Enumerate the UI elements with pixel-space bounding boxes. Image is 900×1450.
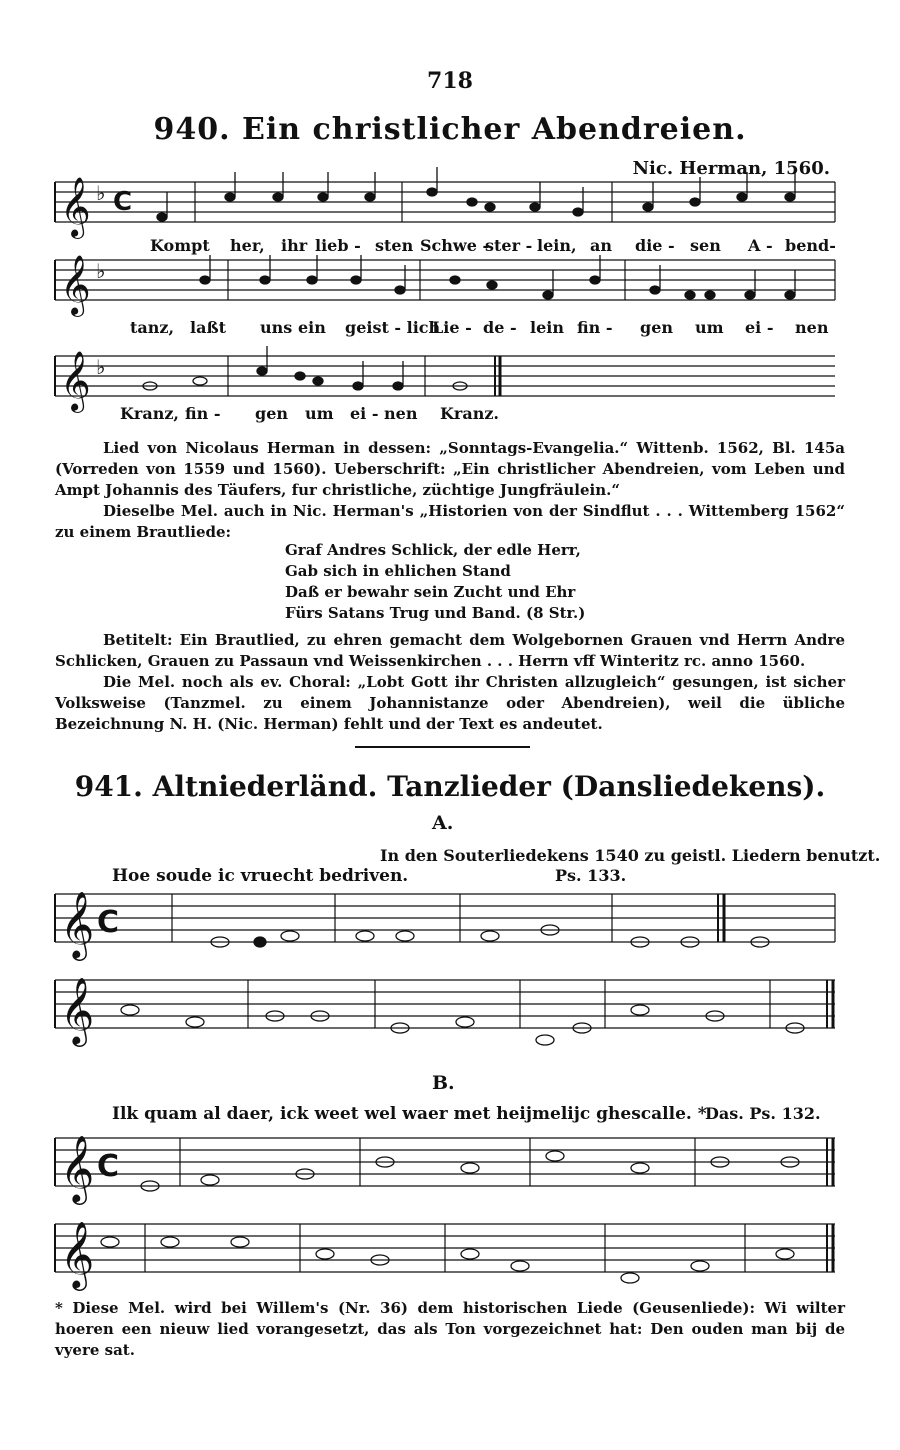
note-paragraph-3: Betitelt: Ein Brautlied, zu ehren gemacht dem Wolgebornen Grauen vnd Herrn Andre Schlicken, Grauen zu Passaun vnd Weissenkirchen . . . Herrn vff Winteritz rc. anno 1560.	[55, 631, 845, 670]
section-a-source: In den Souterliedekens 1540 zu geistl. Liedern benutzt.	[380, 846, 881, 865]
section-b-incipit: Ilk quam al daer, ick weet wel waer met heijmelijc ghescalle. *	[112, 1104, 707, 1124]
staff-941b-1	[55, 1138, 835, 1186]
treble-clef-icon: 𝄞	[60, 976, 95, 1044]
treble-clef-icon: 𝄞	[60, 1220, 95, 1288]
composer-credit: Nic. Herman, 1560.	[632, 158, 830, 179]
treble-clef-icon: 𝄞	[60, 255, 91, 315]
staff-940-3	[55, 356, 835, 396]
staff-941a-1	[55, 894, 835, 942]
staff-940-2	[55, 260, 835, 300]
section-b-label: B.	[432, 1072, 455, 1094]
treble-clef-icon: 𝄞	[60, 890, 95, 958]
section-a-incipit: Hoe soude ic vruecht bedriven.	[112, 866, 409, 886]
commentary-940	[55, 438, 845, 543]
section-a-label: A.	[432, 812, 454, 834]
song-941-title: 941. Altniederländ. Tanzlieder (Dansliedekens).	[74, 770, 826, 803]
commentary-940-cont	[55, 630, 845, 735]
note-paragraph-2: Dieselbe Mel. auch in Nic. Herman's „Historien von der Sindflut . . . Wittemberg 1562“ zu einem Brautliede:	[55, 502, 845, 541]
svg-text:♭: ♭	[96, 355, 106, 379]
svg-text:C: C	[97, 1149, 120, 1184]
note-paragraph-4: Die Mel. noch als ev. Choral: „Lobt Gott ihr Christen allzugleich“ gesungen, ist sicher Volksweise (Tanzmel. zu einem Johannistanze oder Abendreien), weil die übliche Bezeichnung N. H. (Nic. Herman) fehlt und der Text es andeutet.	[55, 673, 845, 733]
note-paragraph-1: Lied von Nicolaus Herman in dessen: „Sonntags-Evangelia.“ Wittenb. 1562, Bl. 145a (Vorreden von 1559 und 1560). Ueberschrift: „Ein christlicher Abendreien, vom Leben und Ampt Johannis des Täufers, fur christliche, züchtige Jungfräulein.“	[55, 439, 845, 499]
treble-clef-icon: 𝄞	[60, 1134, 95, 1202]
section-a-psalm: Ps. 133.	[555, 866, 627, 885]
song-940-title: 940. Ein christlicher Abendreien.	[153, 112, 747, 147]
treble-clef-icon: 𝄞	[60, 177, 91, 237]
footnote: * Diese Mel. wird bei Willem's (Nr. 36) dem historischen Liede (Geusenliede): Wi wilter hoeren een nieuw lied vorangesetzt, das als Ton vorgezeichnet hat: Den ouden man bij de vyere sat.	[55, 1299, 845, 1359]
staff-940-1	[55, 182, 835, 222]
staff-941b-2	[55, 1224, 835, 1272]
svg-text:C: C	[113, 187, 133, 217]
svg-text:C: C	[97, 905, 120, 940]
page-number: 718	[427, 68, 473, 94]
section-b-psalm: Das. Ps. 132.	[705, 1104, 821, 1123]
svg-text:♭: ♭	[96, 259, 106, 283]
svg-text:♭: ♭	[96, 181, 106, 205]
section-divider	[355, 746, 530, 748]
treble-clef-icon: 𝄞	[60, 351, 91, 411]
wedding-poem: Graf Andres Schlick, der edle Herr, Gab sich in ehlichen Stand Daß er bewahr sein Zucht und Ehr Fürs Satans Trug und Band. (8 Str.)	[285, 541, 586, 622]
